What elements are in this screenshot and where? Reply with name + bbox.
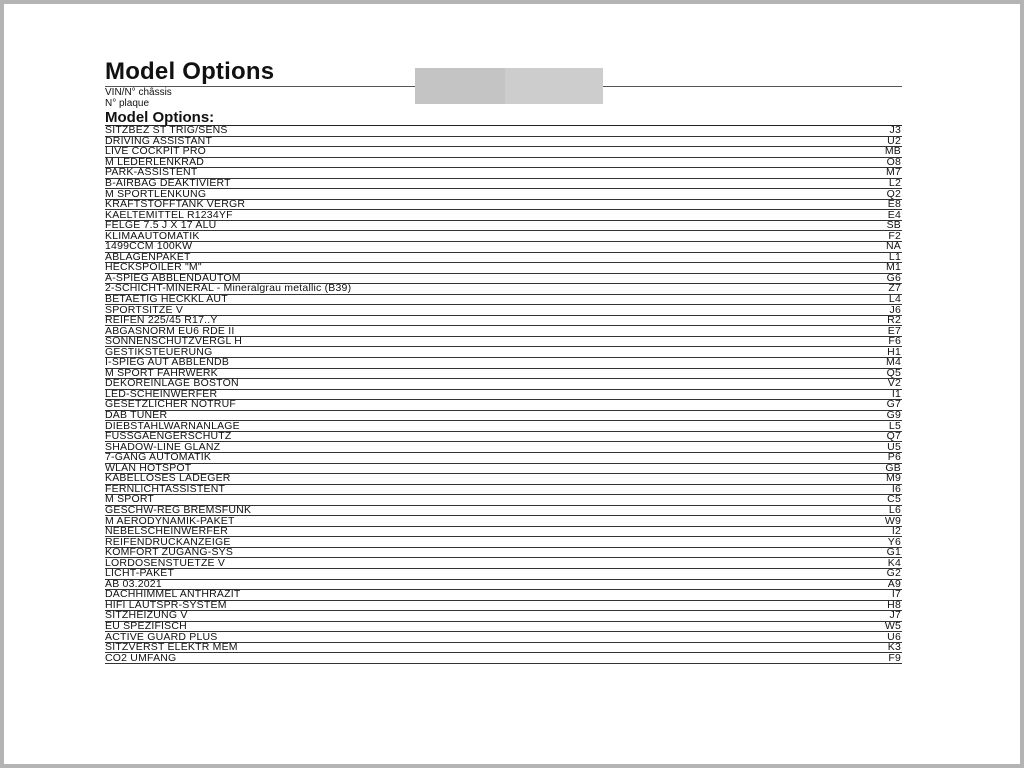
option-name: DAB TUNER: [105, 410, 168, 422]
option-name: KOMFORT ZUGANG-SYS: [105, 547, 234, 559]
option-row: [105, 126, 902, 137]
option-row: [105, 558, 902, 569]
option-code: I1: [891, 389, 901, 400]
option-name: DIEBSTAHLWARNANLAGE: [105, 421, 240, 432]
option-code: U5: [887, 442, 901, 453]
option-name: FELGE 7.5 J X 17 ALU: [105, 220, 217, 232]
option-code: W9: [884, 516, 901, 527]
option-code: Q7: [886, 431, 901, 443]
option-row: [105, 442, 902, 453]
option-name: B-AIRBAG DEAKTIVIERT: [105, 178, 231, 189]
option-code: K4: [887, 558, 901, 569]
option-name: I-SPIEG AUT ABBLENDB: [105, 358, 230, 369]
option-name: KLIMAAUTOMATIK: [105, 231, 200, 242]
option-code: G9: [886, 410, 901, 422]
option-code: MB: [884, 147, 901, 158]
redacted-area-right: [505, 68, 603, 104]
option-name: ACTIVE GUARD PLUS: [105, 632, 218, 643]
option-row: [105, 316, 902, 327]
option-name: 2-SCHICHT-MINERAL - Mineralgrau metallic (B39): [105, 284, 352, 295]
option-row: [105, 379, 902, 390]
option-row: [105, 516, 902, 527]
option-code: E4: [887, 210, 901, 221]
option-name: KAELTEMITTEL R1234YF: [105, 210, 233, 221]
option-row: [105, 400, 902, 411]
option-row: [105, 506, 902, 517]
option-row: [105, 548, 902, 559]
option-name: FUSSGAENGERSCHUTZ: [105, 431, 232, 443]
option-name: LED-SCHEINWERFER: [105, 389, 218, 400]
option-row: [105, 210, 902, 221]
option-row: [105, 622, 902, 633]
option-code: J7: [889, 611, 901, 622]
option-row: [105, 390, 902, 401]
option-name: HIFI LAUTSPR-SYSTEM: [105, 600, 227, 611]
option-row: [105, 653, 902, 664]
option-row: [105, 305, 902, 316]
option-name: M SPORT FAHRWERK: [105, 368, 218, 379]
option-code: L4: [888, 294, 901, 306]
option-name: M SPORT: [105, 495, 155, 506]
option-code: L1: [888, 252, 901, 263]
option-code: M9: [886, 474, 901, 485]
option-code: F9: [888, 653, 901, 664]
option-name: DRIVING ASSISTANT: [105, 136, 213, 147]
option-row: [105, 580, 902, 591]
document-body: [105, 59, 902, 664]
option-name: 7-GANG AUTOMATIK: [105, 452, 212, 464]
option-row: [105, 137, 902, 148]
option-row: [105, 411, 902, 422]
option-name: GESETZLICHER NOTRUF: [105, 400, 236, 411]
option-code: H8: [887, 600, 901, 611]
option-name: SITZVERST ELEKTR MEM: [105, 642, 238, 654]
option-name: KABELLOSES LADEGER: [105, 474, 231, 485]
option-name: KRAFTSTOFFTANK VERGR: [105, 199, 246, 211]
option-code: R2: [887, 315, 901, 327]
option-name: A-SPIEG ABBLENDAUTOM: [105, 273, 241, 284]
option-name: SONNENSCHUTZVERGL H: [105, 336, 243, 348]
option-row: [105, 326, 902, 337]
option-code: GB: [885, 463, 901, 474]
option-code: U2: [887, 136, 901, 147]
option-row: [105, 347, 902, 358]
option-row: [105, 601, 902, 612]
option-row: [105, 263, 902, 274]
plate-label: N° plaque: [105, 98, 150, 109]
option-code: H1: [887, 347, 901, 358]
option-code: V2: [887, 379, 901, 390]
option-code: G1: [886, 547, 901, 559]
option-name: AB 03.2021: [105, 579, 162, 590]
option-name: HECKSPOILER "M": [105, 263, 202, 274]
option-name: GESTIKSTEUERUNG: [105, 347, 213, 358]
option-code: G2: [886, 568, 901, 580]
option-row: [105, 432, 902, 443]
option-code: I2: [891, 526, 901, 538]
option-row: [105, 611, 902, 622]
option-row: [105, 221, 902, 232]
option-name: ABLAGENPAKET: [105, 252, 191, 263]
option-code: M1: [886, 263, 901, 274]
option-code: P6: [887, 452, 901, 464]
option-name: FERNLICHTASSISTENT: [105, 484, 226, 495]
option-row: [105, 632, 902, 643]
option-code: G7: [886, 400, 901, 411]
option-code: O8: [886, 157, 901, 168]
option-code: A9: [887, 579, 901, 590]
option-name: ABGASNORM EU6 RDE II: [105, 326, 235, 337]
option-row: [105, 158, 902, 169]
option-code: G6: [886, 273, 901, 284]
option-code: Q2: [886, 189, 901, 200]
option-name: DEKOREINLAGE BOSTON: [105, 379, 239, 390]
option-name: M LEDERLENKRAD: [105, 157, 205, 168]
option-row: [105, 537, 902, 548]
option-row: [105, 337, 902, 348]
option-code: U6: [887, 632, 901, 643]
option-row: [105, 231, 902, 242]
option-name: GESCHW-REG BREMSFUNK: [105, 505, 252, 516]
option-name: WLAN HOTSPOT: [105, 463, 192, 474]
option-code: I7: [891, 590, 901, 601]
option-row: [105, 474, 902, 485]
option-code: NA: [886, 242, 901, 253]
option-code: Y6: [887, 537, 901, 548]
option-name: NEBELSCHEINWERFER: [105, 526, 229, 538]
option-code: E8: [887, 199, 901, 211]
option-row: [105, 643, 902, 654]
option-code: M4: [886, 358, 901, 369]
option-code: F2: [888, 231, 901, 242]
option-code: M7: [886, 168, 901, 179]
page-title: Model Options: [105, 58, 275, 85]
option-row: [105, 527, 902, 538]
option-row: [105, 485, 902, 496]
option-name: SITZBEZ ST TRIG/SENS: [105, 126, 228, 137]
option-name: CO2 UMFANG: [105, 653, 177, 664]
option-code: K3: [887, 642, 901, 654]
option-name: REIFENDRUCKANZEIGE: [105, 537, 231, 548]
option-code: Q5: [886, 368, 901, 379]
option-row: [105, 284, 902, 295]
option-name: SHADOW-LINE GLANZ: [105, 442, 221, 453]
option-row: [105, 495, 902, 506]
option-code: SB: [886, 220, 901, 232]
vin-label: VIN/N° châssis: [105, 87, 172, 98]
option-code: L2: [888, 178, 901, 189]
option-name: SITZHEIZUNG V: [105, 611, 188, 622]
option-code: Z7: [888, 284, 901, 295]
option-code: E7: [887, 326, 901, 337]
option-name: PARK-ASSISTENT: [105, 168, 198, 179]
redacted-area-left: [415, 68, 505, 104]
option-row: [105, 421, 902, 432]
option-name: M AERODYNAMIK-PAKET: [105, 516, 235, 527]
option-row: [105, 147, 902, 158]
option-name: LIVE COCKPIT PRO: [105, 147, 207, 158]
option-row: [105, 179, 902, 190]
option-row: [105, 200, 902, 211]
option-name: DACHHIMMEL ANTHRAZIT: [105, 590, 241, 601]
option-code: L5: [888, 421, 901, 432]
option-row: [105, 295, 902, 306]
option-row: [105, 242, 902, 253]
option-row: [105, 189, 902, 200]
option-code: W5: [884, 621, 901, 632]
option-name: LICHT-PAKET: [105, 568, 175, 580]
option-row: [105, 590, 902, 601]
option-row: [105, 358, 902, 369]
option-code: L6: [888, 505, 901, 516]
option-row: [105, 253, 902, 264]
option-name: EU SPEZIFISCH: [105, 621, 187, 632]
option-name: BETAETIG HECKKL AUT: [105, 294, 228, 306]
option-row: [105, 168, 902, 179]
option-name: M SPORTLENKUNG: [105, 189, 207, 200]
option-name: LORDOSENSTUETZE V: [105, 558, 226, 569]
option-row: [105, 453, 902, 464]
option-row: [105, 464, 902, 475]
option-code: J3: [889, 126, 901, 137]
option-row: [105, 369, 902, 380]
options-heading: Model Options:: [105, 109, 215, 126]
option-name: 1499CCM 100KW: [105, 242, 193, 253]
options-list: [105, 125, 902, 664]
option-code: I6: [891, 484, 901, 495]
option-row: [105, 569, 902, 580]
option-code: F6: [888, 336, 901, 348]
option-code: J6: [889, 305, 901, 316]
option-name: REIFEN 225/45 R17..Y: [105, 315, 218, 327]
option-code: C5: [887, 495, 901, 506]
option-row: [105, 274, 902, 285]
option-name: SPORTSITZE V: [105, 305, 184, 316]
